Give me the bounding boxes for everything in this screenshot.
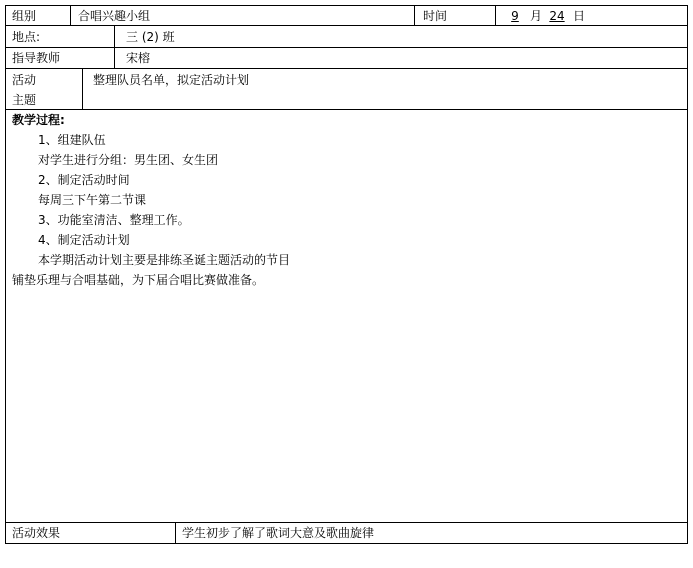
process-line: 2、制定活动时间 bbox=[38, 173, 130, 187]
process-line: 4、制定活动计划 bbox=[38, 233, 130, 247]
activity-record-table bbox=[5, 5, 688, 544]
process-line: 本学期活动计划主要是排练圣诞主题活动的节目 bbox=[38, 253, 291, 267]
process-heading: 教学过程: bbox=[12, 113, 65, 127]
effect-label: 活动效果 bbox=[12, 526, 61, 540]
month-value: 9 bbox=[511, 9, 519, 23]
day-unit: 日 bbox=[573, 9, 586, 23]
process-line: 每周三下午第二节课 bbox=[38, 193, 147, 207]
process-line: 1、组建队伍 bbox=[38, 133, 106, 147]
teacher-label: 指导教师 bbox=[12, 51, 61, 65]
process-line: 3、功能室清洁、整理工作。 bbox=[38, 213, 190, 227]
process-line: 对学生进行分组：男生团、女生团 bbox=[38, 153, 219, 167]
theme-label-line1: 活动 bbox=[12, 73, 37, 87]
place-value: 三 (2) 班 bbox=[126, 30, 175, 44]
day-value: 24 bbox=[549, 9, 565, 23]
group-value: 合唱兴趣小组 bbox=[78, 9, 151, 23]
group-label: 组别 bbox=[12, 9, 37, 23]
time-label: 时间 bbox=[423, 9, 448, 23]
theme-value: 整理队员名单，拟定活动计划 bbox=[93, 73, 250, 87]
month-unit: 月 bbox=[530, 9, 543, 23]
teacher-value: 宋榕 bbox=[126, 51, 151, 65]
process-line: 铺垫乐理与合唱基础，为下届合唱比赛做准备。 bbox=[12, 273, 265, 287]
place-label: 地点: bbox=[12, 30, 41, 44]
theme-label-line2: 主题 bbox=[12, 93, 37, 107]
effect-value: 学生初步了解了歌词大意及歌曲旋律 bbox=[182, 526, 375, 540]
